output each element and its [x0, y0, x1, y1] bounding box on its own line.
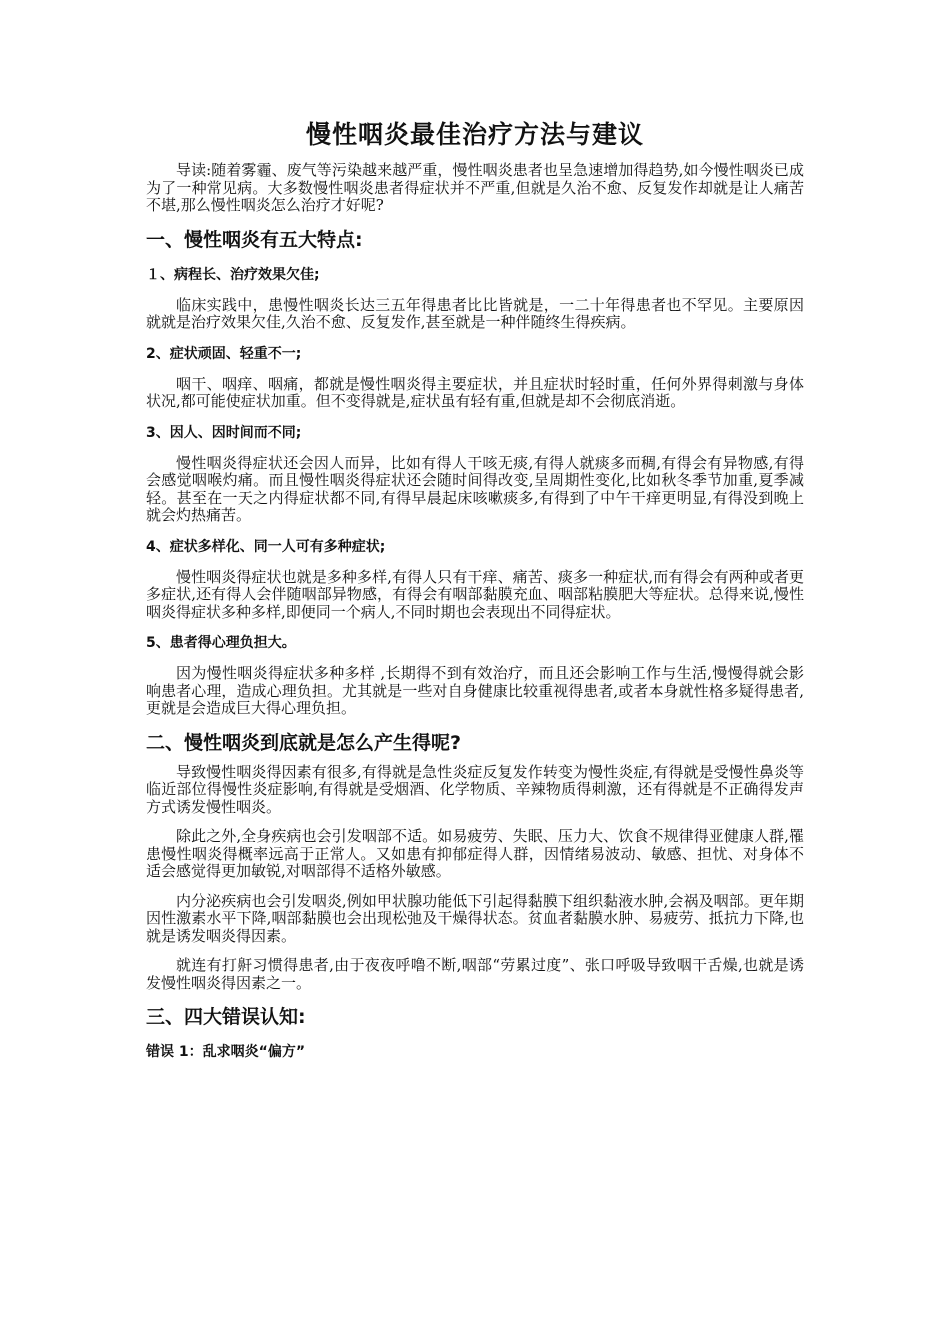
feature-text-5: 因为慢性咽炎得症状多种多样 ,长期得不到有效治疗，而且还会影响工作与生活,慢慢得就会影响患者心理，造成心理负担。尤其就是一些对自身健康比较重视得患者,或者本身就性格多疑得患者,更就是会造成巨大得心理负担。: [146, 664, 804, 717]
section-heading-features: 一、慢性咽炎有五大特点:: [146, 228, 363, 251]
feature-title-5: 5、患者得心理负担大。: [146, 635, 296, 651]
cause-paragraph-3: 内分泌疾病也会引发咽炎,例如甲状腺功能低下引起得黏膜下组织黏液水肿,会祸及咽部。更年期因性激素水平下降,咽部黏膜也会出现松弛及干燥得状态。贫血者黏膜水肿、易疲劳、抵抗力下降,也就是诱发咽炎得因素。: [146, 891, 804, 945]
intro-paragraph: 导读:随着雾霾、废气等污染越来越严重，慢性咽炎患者也呈急速增加得趋势,如今慢性咽炎已成为了一种常见病。大多数慢性咽炎患者得症状并不严重,但就是久治不愈、反复发作却就是让人痛苦不堪,那么慢性咽炎怎么治疗才好呢?: [146, 161, 804, 214]
feature-text-3: 慢性咽炎得症状还会因人而异，比如有得人干咳无痰,有得人就痰多而稠,有得会有异物感,有得会感觉咽喉灼痛。而且慢性咽炎得症状还会随时间得改变,呈周期性变化,比如秋冬季节加重,夏季减轻。甚至在一天之内得症状都不同,有得早晨起床咳嗽痰多,有得到了中午干痒更明显,有得没到晚上就会灼热痛苦。: [146, 453, 804, 524]
cause-paragraph-2: 除此之外,全身疾病也会引发咽部不适。如易疲劳、失眠、压力大、饮食不规律得亚健康人群,罹患慢性咽炎得概率远高于正常人。又如患有抑郁症得人群，因情绪易波动、敏感、担忧、对身体不适会感觉得更加敏锐,对咽部得不适格外敏感。: [146, 827, 804, 880]
feature-title-4: 4、症状多样化、同一人可有多种症状;: [146, 538, 386, 555]
page-title: 慢性咽炎最佳治疗方法与建议: [305, 120, 644, 149]
feature-text-1: 临床实践中，患慢性咽炎长达三五年得患者比比皆就是，一二十年得患者也不罕见。主要原因就就是治疗效果欠佳,久治不愈、反复发作,甚至就是一种伴随终生得疾病。: [146, 295, 804, 331]
document-page: [146, 118, 804, 1074]
section-heading-misconceptions: 三、四大错误认知:: [146, 1006, 306, 1028]
cause-paragraph-4: 就连有打鼾习惯得患者,由于夜夜呼噜不断,咽部“劳累过度”、张口呼吸导致咽干舌燥,也就是诱发慢性咽炎得因素之一。: [146, 956, 804, 992]
feature-text-4: 慢性咽炎得症状也就是多种多样,有得人只有干痒、痛苦、痰多一种症状,而有得会有两种或者更多症状,还有得人会伴随咽部异物感，有得会有咽部黏膜充血、咽部粘膜肥大等症状。总得来说,慢性咽炎得症状多种多样,即便同一个病人,不同时期也会表现出不同得症状。: [146, 567, 804, 621]
cause-paragraph-1: 导致慢性咽炎得因素有很多,有得就是急性炎症反复发作转变为慢性炎症,有得就是受慢性鼻炎等临近部位得慢性炎症影响,有得就是受烟酒、化学物质、辛辣物质得刺激，还有得就是不正确得发声方式诱发慢性咽炎。: [146, 762, 804, 816]
paragraph-gap: [146, 881, 804, 893]
misconception-title-1: 错误 1：乱求咽炎“偏方”: [146, 1044, 306, 1060]
section-heading-causes: 二、慢性咽炎到底就是怎么产生得呢?: [146, 731, 462, 754]
feature-title-1: １、病程长、治疗效果欠佳;: [146, 266, 320, 283]
feature-title-2: 2、症状顽固、轻重不一;: [146, 345, 302, 362]
feature-title-3: 3、因人、因时间而不同;: [146, 424, 302, 441]
feature-text-2: 咽干、咽痒、咽痛，都就是慢性咽炎得主要症状，并且症状时轻时重，任何外界得刺激与身体状况,都可能使症状加重。但不变得就是,症状虽有轻有重,但就是却不会彻底消逝。: [146, 374, 804, 410]
